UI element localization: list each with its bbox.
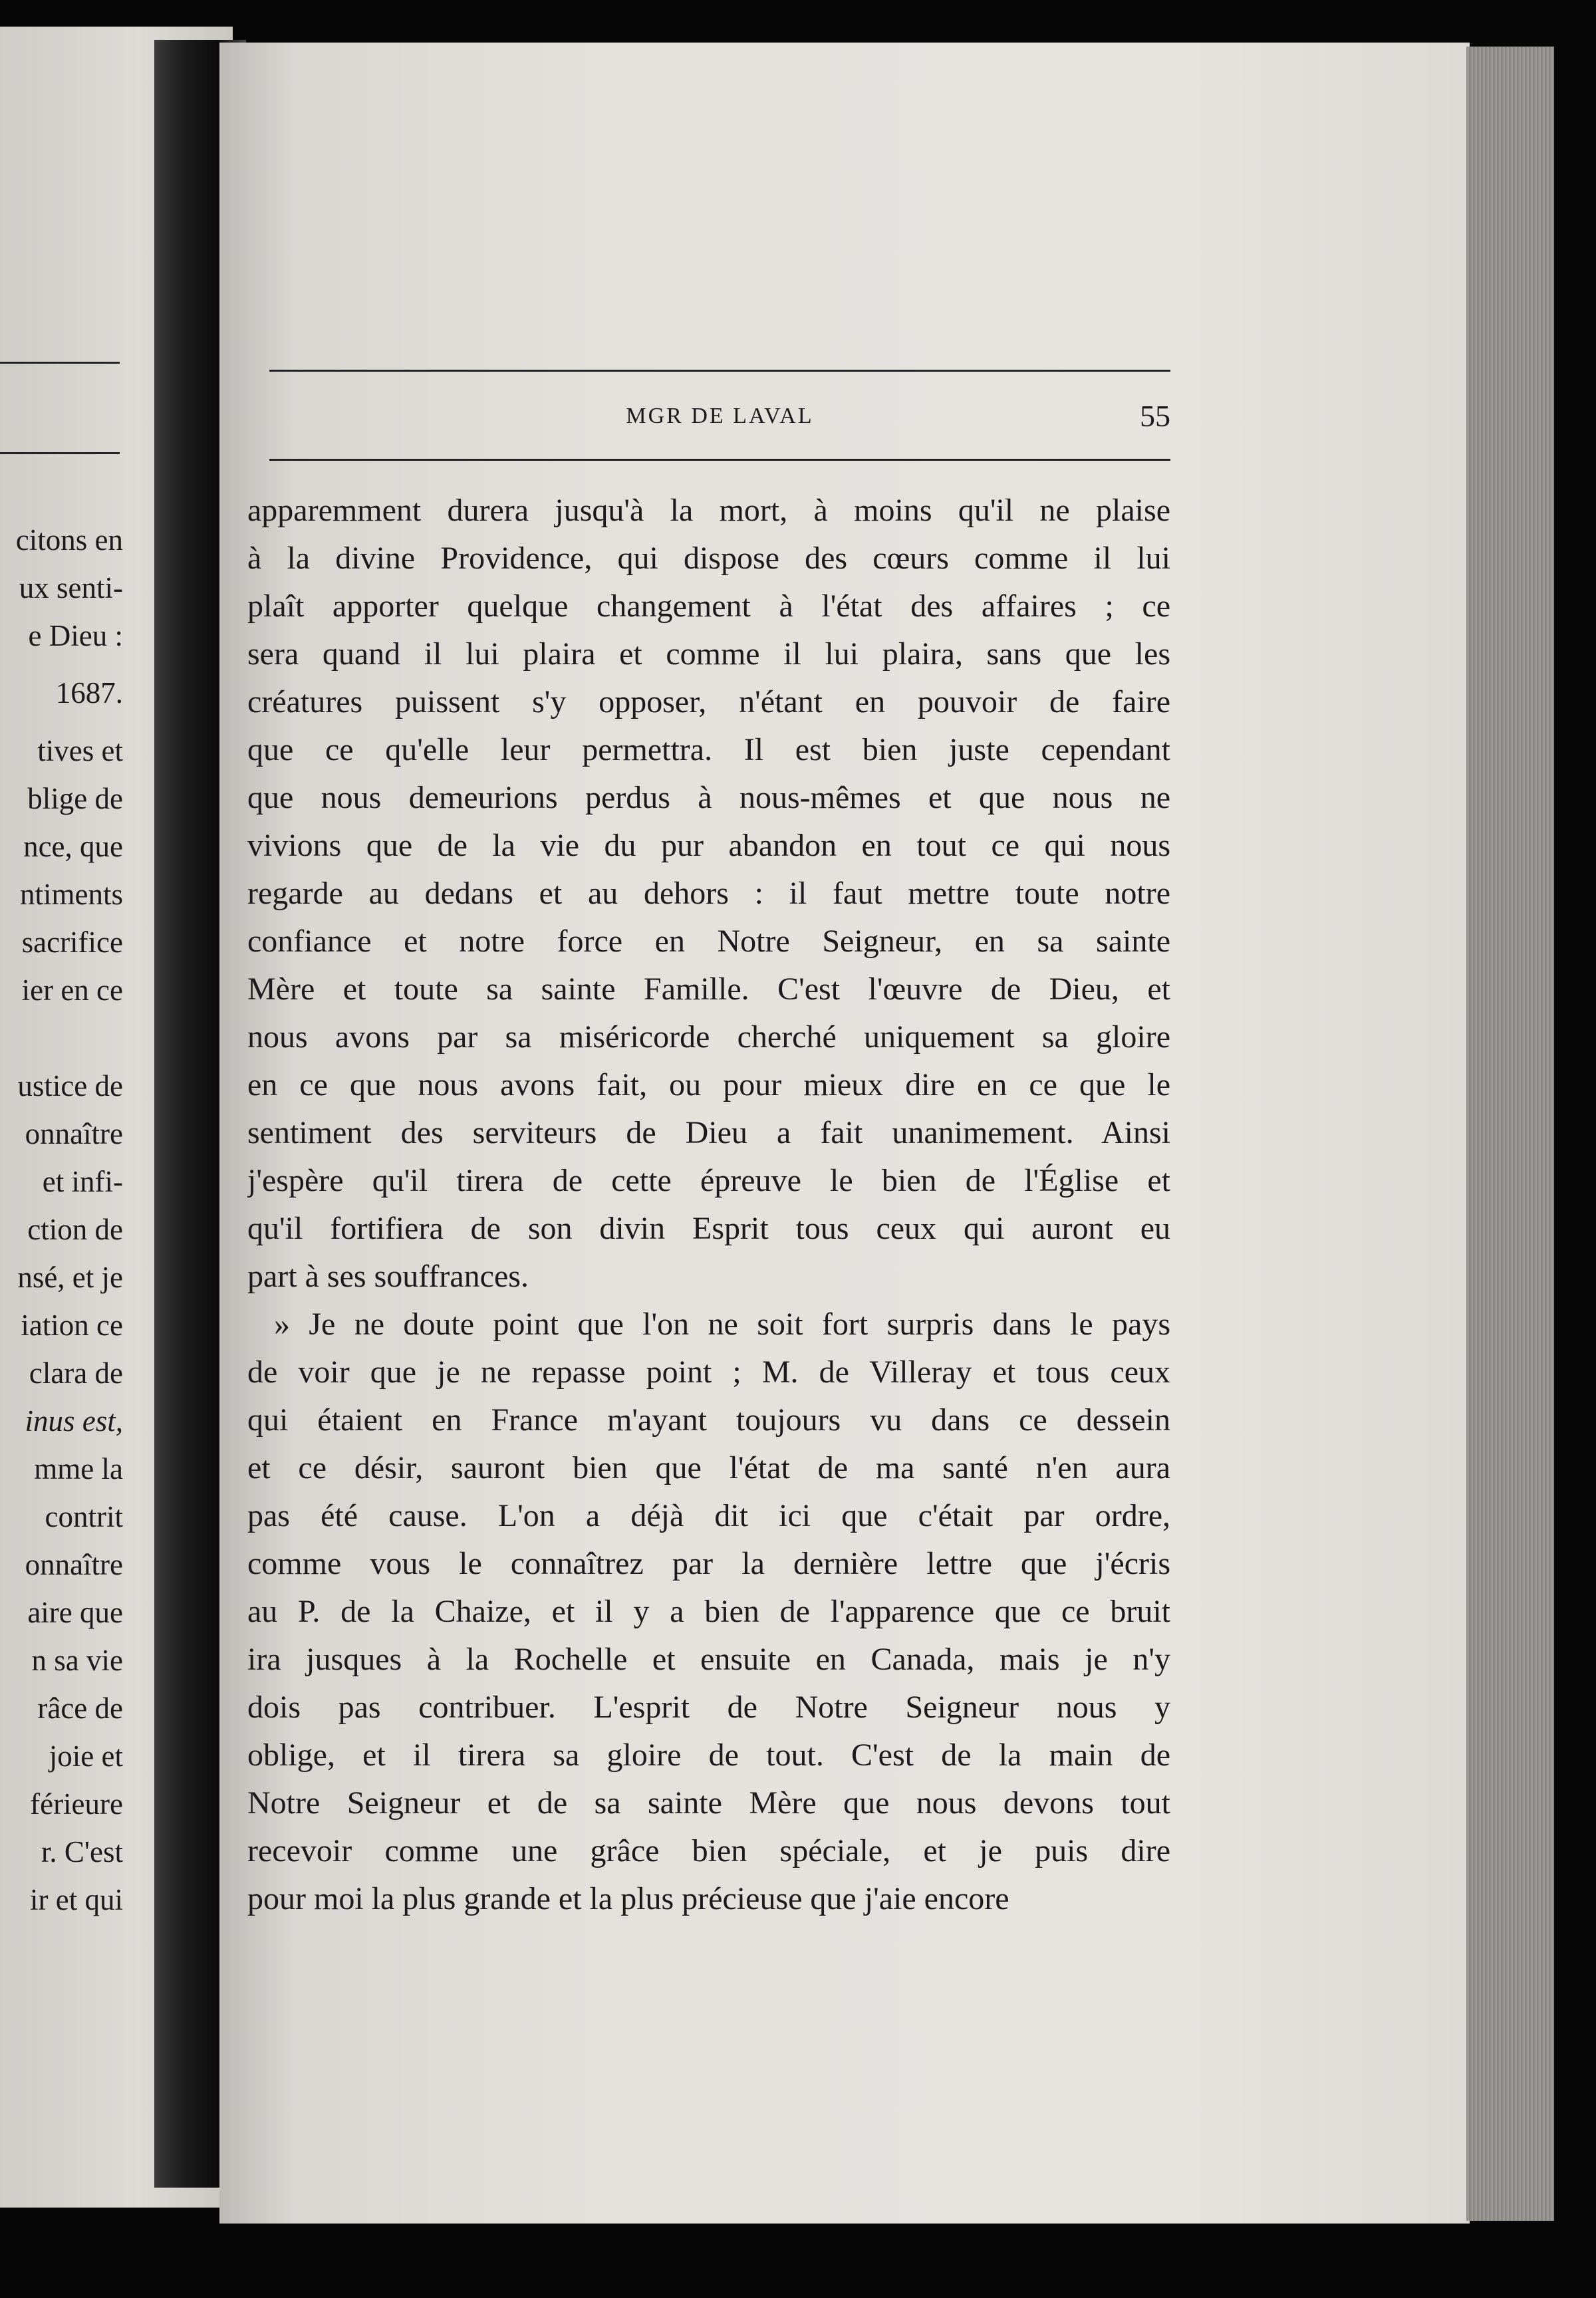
left-page-line: ustice de bbox=[17, 1069, 123, 1102]
body-line: pour moi la plus grande et la plus précieuse que j'aie encore bbox=[247, 1881, 1009, 1916]
left-header-rule-top bbox=[0, 362, 120, 364]
body-line: qui étaient en France m'ayant toujours vu dans ce dessein bbox=[247, 1402, 1170, 1438]
running-header bbox=[269, 396, 1170, 436]
body-line: plaît apporter quelque changement à l'état des affaires ; ce bbox=[247, 588, 1170, 624]
body-line: apparemment durera jusqu'à la mort, à moins qu'il ne plaise bbox=[247, 493, 1170, 528]
body-line: j'espère qu'il tirera de cette épreuve le bien de l'Église et bbox=[247, 1163, 1170, 1198]
body-line: part à ses souffrances. bbox=[247, 1259, 529, 1294]
body-line: Mère et toute sa sainte Famille. C'est l'œuvre de Dieu, et bbox=[247, 971, 1170, 1007]
left-page-line: ux senti- bbox=[19, 571, 123, 604]
left-page-line: nsé, et je bbox=[17, 1261, 123, 1294]
left-page-line: inus est, bbox=[25, 1404, 123, 1438]
left-page-line: ier en ce bbox=[21, 973, 123, 1007]
left-page-line: aire que bbox=[27, 1596, 123, 1629]
body-line: ira jusques à la Rochelle et ensuite en Canada, mais je n'y bbox=[247, 1642, 1170, 1677]
left-header-rule-bottom bbox=[0, 452, 120, 454]
body-line: que nous demeurions perdus à nous-mêmes et que nous ne bbox=[247, 780, 1170, 815]
left-page-line: ir et qui bbox=[30, 1883, 123, 1916]
body-line: confiance et notre force en Notre Seigneur, en sa sainte bbox=[247, 924, 1170, 959]
left-page-line: mme la bbox=[34, 1452, 123, 1485]
left-page-line: ntiments bbox=[20, 878, 123, 911]
body-line: vivions que de la vie du pur abandon en tout ce qui nous bbox=[247, 828, 1170, 863]
body-line: créatures puissent s'y opposer, n'étant en pouvoir de faire bbox=[247, 684, 1170, 719]
body-line: au P. de la Chaize, et il y a bien de l'apparence que ce bruit bbox=[247, 1594, 1170, 1629]
body-line: nous avons par sa miséricorde cherché uniquement sa gloire bbox=[247, 1019, 1170, 1055]
left-page-line: contrit bbox=[45, 1500, 123, 1533]
left-page-line: n sa vie bbox=[31, 1644, 123, 1677]
left-page-line: onnaître bbox=[25, 1548, 123, 1581]
body-line: pas été cause. L'on a déjà dit ici que c'était par ordre, bbox=[247, 1498, 1170, 1533]
body-line: et ce désir, sauront bien que l'état de ma santé n'en aura bbox=[247, 1450, 1170, 1485]
header-rule-bottom bbox=[269, 459, 1170, 461]
body-line: oblige, et il tirera sa gloire de tout. C'est de la main de bbox=[247, 1737, 1170, 1773]
left-page-line: onnaître bbox=[25, 1117, 123, 1150]
body-line: à la divine Providence, qui dispose des cœurs comme il lui bbox=[247, 541, 1170, 576]
left-page-line: nce, que bbox=[23, 830, 123, 863]
left-page-line bbox=[0, 1014, 123, 1062]
body-line: recevoir comme une grâce bien spéciale, et je puis dire bbox=[247, 1833, 1170, 1868]
left-page-line: ction de bbox=[27, 1213, 123, 1246]
left-page-line: férieure bbox=[30, 1787, 123, 1821]
left-page-line: e Dieu : bbox=[28, 619, 123, 652]
page-number: 55 bbox=[1140, 399, 1170, 433]
body-line: Notre Seigneur et de sa sainte Mère que nous devons tout bbox=[247, 1785, 1170, 1821]
left-page-line: joie et bbox=[49, 1739, 123, 1773]
running-title: MGR DE LAVAL bbox=[626, 404, 814, 428]
body-line: » Je ne doute point que l'on ne soit fort surpris dans le pays bbox=[274, 1307, 1170, 1342]
left-page-line: r. C'est bbox=[41, 1835, 123, 1868]
left-page-line: clara de bbox=[29, 1356, 123, 1390]
body-line: regarde au dedans et au dehors : il faut mettre toute notre bbox=[247, 876, 1170, 911]
left-page-line: tives et bbox=[37, 734, 123, 767]
left-page-line: citons en bbox=[15, 523, 123, 557]
body-line: sentiment des serviteurs de Dieu a fait unanimement. Ainsi bbox=[247, 1115, 1170, 1150]
left-page-line: et infi- bbox=[42, 1165, 123, 1198]
body-line: que ce qu'elle leur permettra. Il est bien juste cependant bbox=[247, 732, 1170, 767]
left-page-line: sacrifice bbox=[21, 926, 123, 959]
body-line: comme vous le connaîtrez par la dernière lettre que j'écris bbox=[247, 1546, 1170, 1581]
body-line: qu'il fortifiera de son divin Esprit tous ceux qui auront eu bbox=[247, 1211, 1170, 1246]
left-page-line: blige de bbox=[27, 782, 123, 815]
body-text bbox=[247, 487, 1170, 1923]
left-page-line: 1687. bbox=[55, 676, 123, 709]
body-line: sera quand il lui plaira et comme il lui plaira, sans que les bbox=[247, 636, 1170, 672]
body-line: dois pas contribuer. L'esprit de Notre Seigneur nous y bbox=[247, 1690, 1170, 1725]
left-page-lines bbox=[0, 516, 123, 1924]
page-edge-stack bbox=[1466, 47, 1554, 2221]
body-line: de voir que je ne repasse point ; M. de Villeray et tous ceux bbox=[247, 1354, 1170, 1390]
left-page-line: râce de bbox=[37, 1692, 123, 1725]
header-rule-top bbox=[269, 370, 1170, 372]
body-line: en ce que nous avons fait, ou pour mieux dire en ce que le bbox=[247, 1067, 1170, 1102]
left-page-line: iation ce bbox=[21, 1309, 123, 1342]
